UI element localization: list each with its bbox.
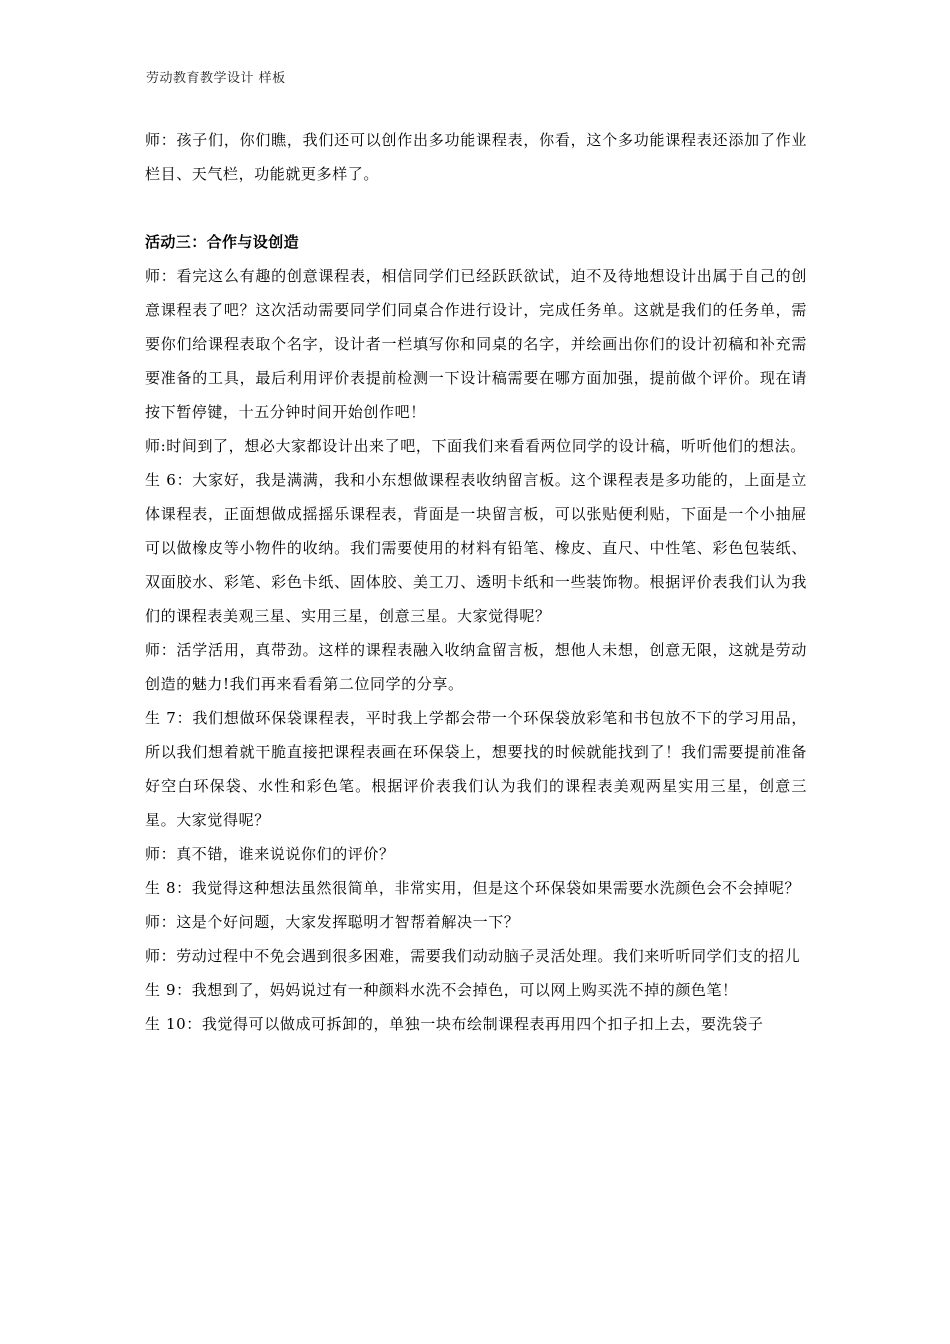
document-body — [145, 123, 807, 1041]
paragraph: 师：看完这么有趣的创意课程表，相信同学们已经跃跃欲试，迫不及待地想设计出属于自己的创意课程表了吧？这次活动需要同学们同桌合作进行设计，完成任务单。这就是我们的任务单，需要你们给课程表取个名字，设计者一栏填写你和同桌的名字，并绘画出你们的设计初稿和补充需要准备的工具，最后利用评价表提前检测一下设计稿需要在哪方面加强，提前做个评价。现在请按下暂停键，十五分钟时间开始创作吧！ — [145, 267, 807, 421]
page-header: 劳动教育教学设计 样板 — [146, 71, 286, 86]
paragraph-intro: 师：孩子们，你们瞧，我们还可以创作出多功能课程表，你看，这个多功能课程表还添加了作业栏目、天气栏，功能就更多样了。 — [145, 131, 807, 183]
paragraph: 师：这是个好问题，大家发挥聪明才智帮着解决一下？ — [145, 913, 520, 931]
paragraph: 生 10：我觉得可以做成可拆卸的，单独一块布绘制课程表再用四个扣子扣上去，要洗袋子 — [145, 1015, 764, 1033]
paragraph: 生 6：大家好，我是满满，我和小东想做课程表收纳留言板。这个课程表是多功能的，上面是立体课程表，正面想做成摇摇乐课程表，背面是一块留言板，可以张贴便利贴，下面是一个小抽屉可以做橡皮等小物件的收纳。我们需要使用的材料有铅笔、橡皮、直尺、中性笔、彩色包装纸、双面胶水、彩笔、彩色卡纸、固体胶、美工刀、透明卡纸和一些装饰物。根据评价表我们认为我们的课程表美观三星、实用三星，创意三星。大家觉得呢？ — [145, 471, 807, 625]
paragraph: 师：活学活用，真带劲。这样的课程表融入收纳盒留言板，想他人未想，创意无限，这就是劳动创造的魅力!我们再来看看第二位同学的分享。 — [145, 641, 807, 693]
paragraph: 师：真不错，谁来说说你们的评价？ — [145, 845, 395, 863]
paragraph: 生 9：我想到了，妈妈说过有一种颜料水洗不会掉色，可以网上购买洗不掉的颜色笔！ — [145, 981, 738, 999]
section-heading: 活动三：合作与设创造 — [145, 233, 300, 251]
paragraph: 生 8：我觉得这种想法虽然很简单，非常实用，但是这个环保袋如果需要水洗颜色会不会掉呢？ — [145, 879, 801, 897]
paragraph: 生 7：我们想做环保袋课程表，平时我上学都会带一个环保袋放彩笔和书包放不下的学习用品，所以我们想着就干脆直接把课程表画在环保袋上，想要找的时候就能找到了！我们需要提前准备好空白环保袋、水性和彩色笔。根据评价表我们认为我们的课程表美观两星实用三星，创意三星。大家觉得呢？ — [145, 709, 807, 829]
paragraph: 师：劳动过程中不免会遇到很多困难，需要我们动动脑子灵活处理。我们来听听同学们支的招儿 — [145, 947, 801, 965]
paragraph: 师:时间到了，想必大家都设计出来了吧，下面我们来看看两位同学的设计稿，听听他们的想法。 — [145, 437, 806, 455]
